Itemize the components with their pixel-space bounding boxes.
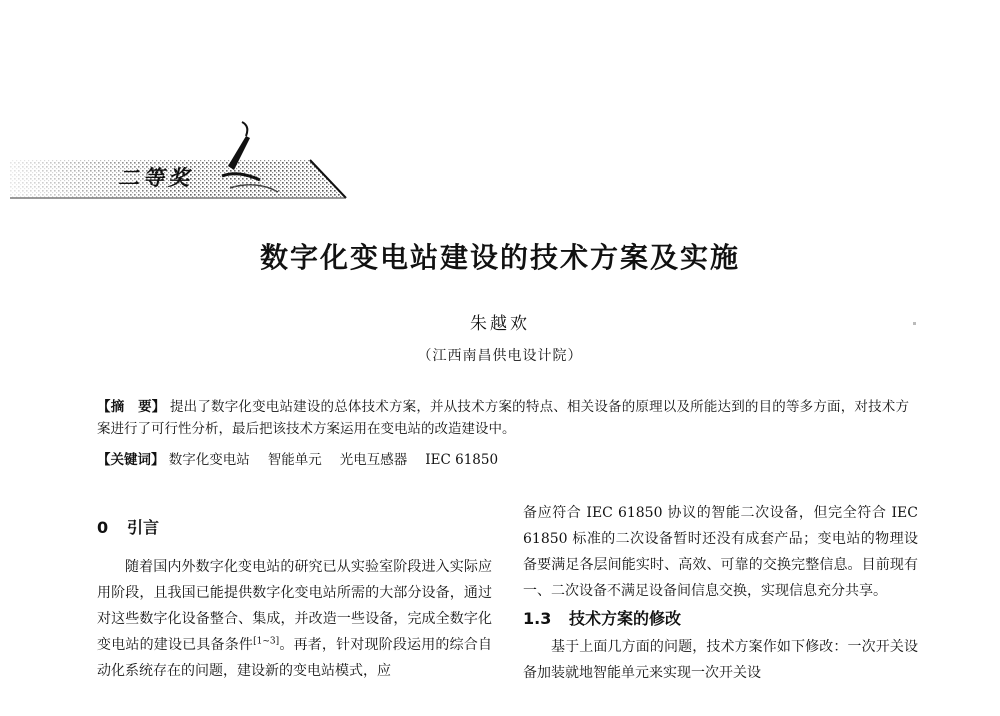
scan-speck [913,322,916,325]
paragraph-text: 随着国内外数字化变电站的研究已从实验室阶段进入实际应用阶段，且我国已能提供数字化变电站所需的大部分设备，通过对这些数字化设备整合、集成，并改造一些设备，完成全数字化变电站的建设已具备条件 [97,559,492,653]
section-number: 1.3 [523,609,552,628]
intro-paragraph [97,554,492,684]
author-affiliation: （江西南昌供电设计院） [417,348,583,364]
keyword: 光电互感器 [339,452,408,468]
keyword: 数字化变电站 [168,452,250,468]
left-column [97,500,492,684]
paper-title: 数字化变电站建设的技术方案及实施 [259,241,740,274]
abstract-text: 提出了数字化变电站建设的总体技术方案，并从技术方案的特点、相关设备的原理以及所能达到的目的等多方面，对技术方案进行了可行性分析，最后把该技术方案运用在变电站的改造建设中。 [97,399,909,437]
right-column [523,500,918,686]
section-title: 引言 [127,518,160,537]
award-label: 二等奖 [118,165,193,190]
section-paragraph: 基于上面几方面的问题，技术方案作如下修改：一次开关设备加装就地智能单元来实现一次开关设 [523,639,918,681]
keywords-label: 【关键词】 [97,452,165,468]
section-title: 技术方案的修改 [569,609,682,628]
citation: [1~3] [253,636,280,647]
author-name: 朱越欢 [470,314,530,334]
paragraph-text: 。再者，针对现阶段运用的综合自动化系统存在的问题，建设新的变电站模式，应 [97,637,492,679]
keyword: IEC 61850 [425,452,499,468]
keywords [97,449,909,471]
keyword: 智能单元 [267,452,322,468]
abstract-label: 【摘 要】 [97,399,166,415]
section-heading [97,508,492,548]
section-number: 0 [97,518,109,537]
section-heading [523,604,918,634]
continued-paragraph: 备应符合 IEC 61850 协议的智能二次设备，但完全符合 IEC 61850 标准的二次设备暂时还没有成套产品；变电站的物理设备要满足各层间能实时、高效、可靠的交换完整信息。目前现有一、二次设备不满足设备间信息交换，实现信息充分共享。 [523,505,918,599]
abstract [97,396,909,440]
